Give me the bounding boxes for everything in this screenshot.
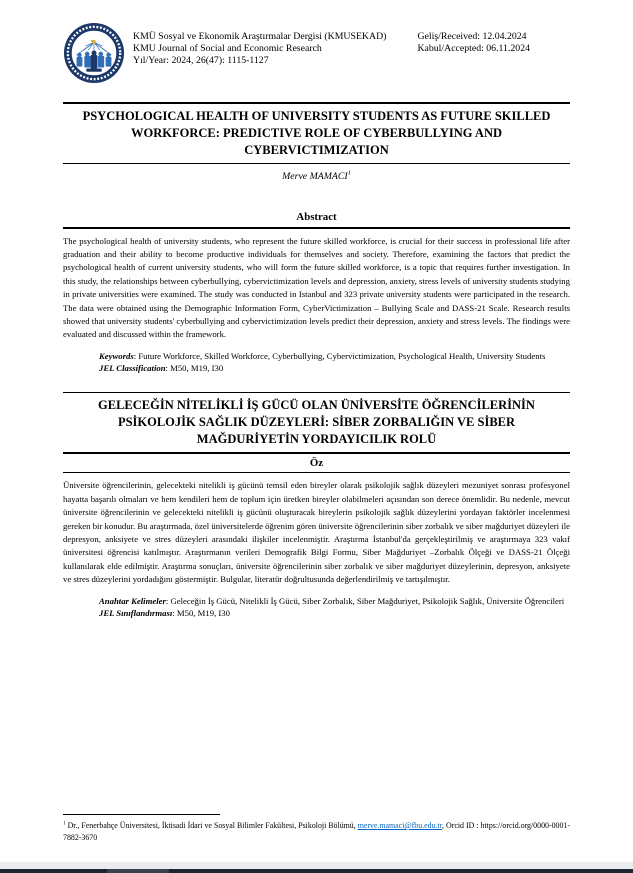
author-email-link[interactable]: merve.mamaci@fbu.edu.tr — [357, 821, 443, 830]
oz-heading: Öz — [309, 456, 324, 469]
jel-line-tr — [63, 607, 570, 620]
keywords-text-en: : Future Workforce, Skilled Workforce, Cyberbullying, Cybervictimization, Psychological Health, University Students — [133, 350, 546, 361]
footnote-text — [63, 820, 570, 843]
divider — [63, 472, 570, 474]
abstract-heading: Abstract — [296, 211, 337, 223]
journal-header — [63, 22, 570, 84]
jel-text-en: : M50, M19, I30 — [165, 363, 224, 374]
divider — [63, 452, 570, 454]
footnote-orcid: , Orcid ID : https://orcid.org/0000-0001-7882-3670 — [63, 821, 571, 842]
keywords-text-tr: : Geleceğin İş Gücü, Nitelikli İş Gücü, Siber Zorbalık, Siber Mağduriyet, Psikolojik Sağlık, Üniversite Öğrencileri — [165, 595, 565, 606]
journal-name-en: KMU Journal of Social and Economic Research — [133, 42, 322, 54]
keywords-label-en: Keywords — [99, 350, 134, 361]
taskbar-edge — [0, 869, 633, 873]
abstract-text: The psychological health of university students, who represent the future skilled workforce, is crucial for their success in professional life after graduation and their ability to become productive individuals for themselves and society. Therefore, examining the factors that predict the psychological health of current university students, who will form the future skilled workforce, is a topic that requires further investigation. In this study, the relationships between cyberbullying, cybervictimization levels and depression, anxiety, stress levels of university students studying in private universities were examined. The study was conducted in Istanbul and 323 private university students were participated in the research. The data were obtained using the Demographic Information Form, CyberVictimization – Bullying Scale and DASS-21 Scale. Research results showed that university students' cyberbullying and cybervictimization levels predict their depression, anxiety and stress levels. The findings were evaluated and discussed within the framework. — [63, 235, 570, 340]
footnote-affiliation: Dr., Fenerbahçe Üniversitesi, İktisadi İdari ve Sosyal Bilimler Fakültesi, Psikoloji Bölümü, — [65, 821, 358, 830]
jel-label-tr: JEL Sınıflandırması — [99, 608, 173, 619]
accepted-date: Kabul/Accepted: 06.11.2024 — [417, 42, 530, 54]
page-bottom-edge — [0, 862, 633, 869]
footnote-marker: 1 — [63, 820, 66, 827]
footnote-divider — [63, 814, 220, 815]
oz-text: Üniversite öğrencilerinin, gelecekteki nitelikli iş gücünü temsil eden bireyler olarak psikolojik sağlık düzeyleri mezuniyet sonrası profesyonel hayatta başarılı olmaları ve hem kendileri hem de toplum için üretken bireyler olabilmeleri açısından son derece önemlidir. Bu nedenle, mevcut üniversite öğrencilerinin ve gelecekteki nitelikli iş gücünü oluşturacak bireylerin psikolojik sağlık düzeylerini yordayan faktörler incelenmesi gereken bir konudur. Bu araştırmada, özel üniversitelerde öğrenim gören üniversite öğrencilerinin siber zorbalık ve siber mağduriyet düzeyleri ile depresyon, anksiyete ve stres düzeyleri arasındaki ilişkiler incelenmiştir. Araştırma İstanbul'da gerçekleştirilmiş ve araştırmaya 323 vakıf üniversitesi öğrencisi katılmıştır. Araştırmanın verileri Demografik Bilgi Formu, Siber Mağduriyet –Zorbalık Ölçeği ve DASS-21 Ölçeği kullanılarak elde edilmiştir. Araştırma sonuçları, üniversite öğrencilerinin siber zorbalık ve siber mağduriyet düzeylerinin, depresyon, anksiyete ve stres düzeylerini yordadığını göstermiştir. Bulgular, literatür doğrultusunda değerlendirilmiş ve tartışılmıştır. — [63, 480, 570, 585]
jel-line-en — [63, 362, 570, 375]
footnote-area — [63, 814, 570, 843]
keywords-line-tr — [63, 595, 570, 608]
divider — [63, 102, 570, 104]
author-line — [63, 171, 570, 182]
submission-dates — [417, 22, 530, 55]
author-footnote-ref: 1 — [347, 169, 351, 177]
divider — [63, 163, 570, 165]
journal-name-tr: KMÜ Sosyal ve Ekonomik Araştırmalar Dergisi (KMUSEKAD) — [133, 31, 387, 42]
journal-issue: Yıl/Year: 2024, 26(47): 1115-1127 — [133, 54, 269, 66]
jel-label-en: JEL Classification — [99, 363, 166, 374]
keywords-label-tr: Anahtar Kelimeler — [99, 595, 166, 606]
author-name: Merve MAMACI — [282, 171, 348, 182]
jel-text-tr: : M50, M19, I30 — [172, 608, 230, 619]
divider — [63, 227, 570, 229]
title-english: PSYCHOLOGICAL HEALTH OF UNIVERSITY STUDENTS AS FUTURE SKILLED WORKFORCE: PREDICTIVE ROLE OF CYBERBULLYING AND CYBERVICTIMIZATION — [82, 108, 551, 157]
title-turkish: GELECEĞİN NİTELİKLİ İŞ GÜCÜ OLAN ÜNİVERSİTE ÖĞRENCİLERİNİN PSİKOLOJİK SAĞLIK DÜZEYLERİ: SİBER ZORBALIĞIN VE SİBER MAĞDURİYETİN YORDAYICILIK ROLÜ — [98, 398, 535, 447]
divider — [63, 392, 570, 394]
received-date: Geliş/Received: 12.04.2024 — [417, 31, 527, 42]
journal-info — [133, 22, 386, 66]
university-seal-logo — [63, 22, 125, 84]
taskbar-active-segment — [107, 869, 169, 873]
keywords-line-en — [63, 350, 570, 363]
